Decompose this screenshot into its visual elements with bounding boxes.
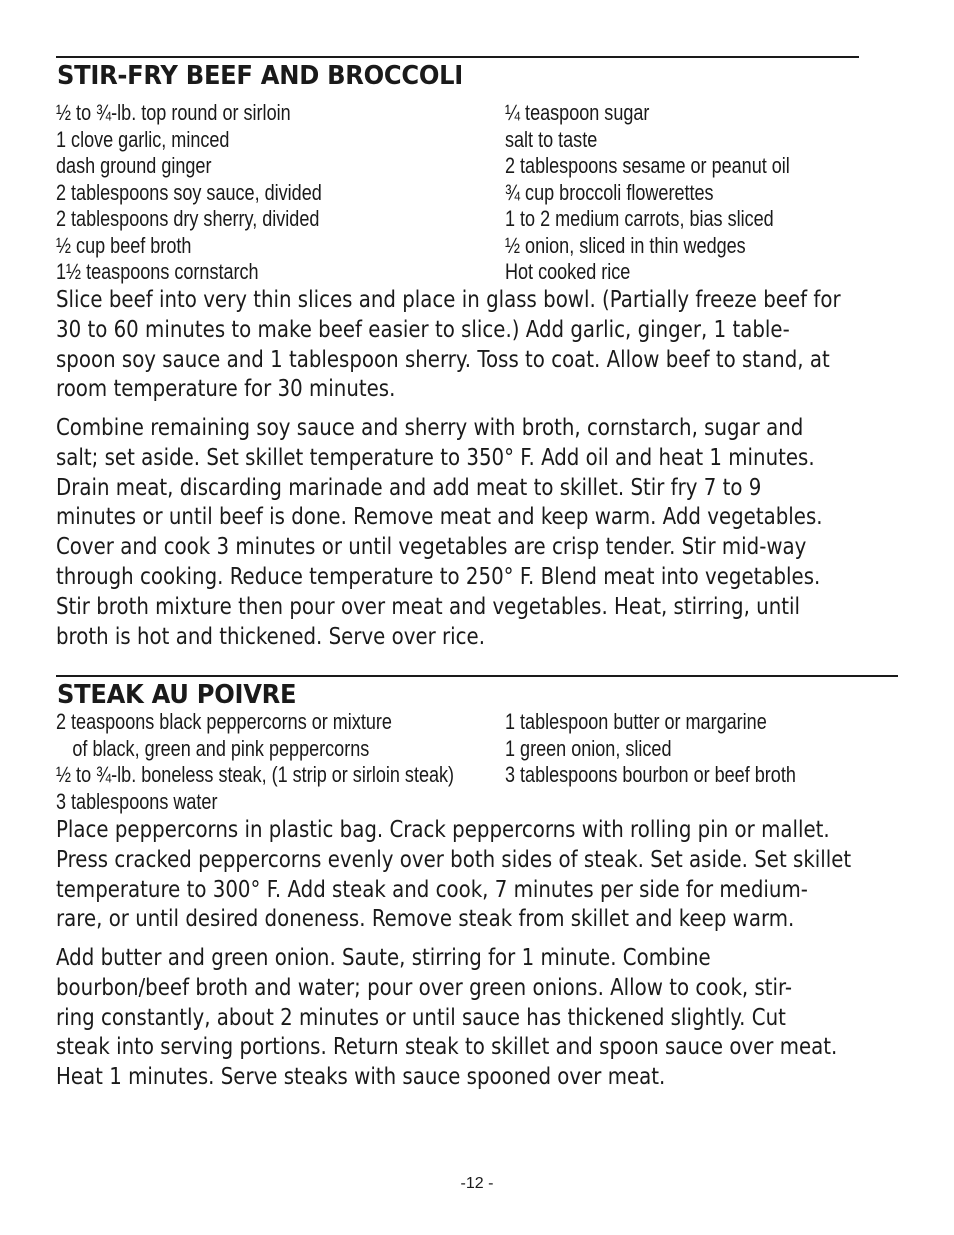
- paragraph-line: spoon soy sauce and 1 tablespoon sherry. Toss to coat. Allow beef to stand, at: [56, 346, 830, 373]
- ingredients-left-column: [56, 709, 541, 815]
- ingredient-item: 1 green onion, sliced: [505, 735, 672, 761]
- paragraph-line: Press cracked peppercorns evenly over both sides of steak. Set aside. Set skillet: [56, 846, 852, 873]
- paragraph-line: steak into serving portions. Return steak to skillet and spoon sauce over meat.: [56, 1034, 838, 1061]
- instructions-paragraph: [56, 944, 954, 1093]
- ingredients-right-column: [505, 709, 860, 789]
- recipe-title-steak-au-poivre: STEAK AU POIVRE: [57, 680, 297, 710]
- instructions-paragraph: [56, 816, 954, 935]
- paragraph-line: Slice beef into very thin slices and place in glass bowl. (Partially freeze beef for: [56, 287, 841, 313]
- ingredient-item: ½ cup beef broth: [56, 232, 192, 258]
- paragraph-line: rare, or until desired doneness. Remove steak from skillet and keep warm.: [56, 906, 795, 933]
- section-divider: [56, 56, 859, 58]
- ingredient-item: 1 tablespoon butter or margarine: [505, 709, 767, 734]
- ingredient-item: ½ to ¾-lb. top round or sirloin: [56, 100, 291, 125]
- ingredient-item: 2 tablespoons dry sherry, divided: [56, 206, 320, 231]
- page-number: -12 -: [460, 1175, 494, 1192]
- ingredients-left-column: [56, 100, 380, 286]
- instructions-paragraph: [56, 414, 954, 652]
- paragraph-line: bourbon/beef broth and water; pour over green onions. Allow to cook, stir-: [56, 974, 793, 1001]
- ingredient-item: 1 clove garlic, minced: [56, 126, 230, 152]
- ingredient-item: ½ to ¾-lb. boneless steak, (1 strip or sirloin steak): [56, 762, 455, 787]
- instructions-paragraph: [56, 286, 954, 405]
- recipe-title-stir-fry: STIR-FRY BEEF AND BROCCOLI: [57, 61, 463, 91]
- paragraph-line: Cover and cook 3 minutes or until vegetables are crisp tender. Stir mid-way: [56, 534, 807, 561]
- paragraph-line: Drain meat, discarding marinade and add meat to skillet. Stir fry 7 to 9: [56, 474, 762, 501]
- ingredient-item-continuation: of black, green and pink peppercorns: [72, 735, 370, 761]
- ingredient-item: 1½ teaspoons cornstarch: [56, 259, 259, 284]
- ingredient-item: ¾ cup broccoli flowerettes: [505, 179, 714, 205]
- ingredient-item: 3 tablespoons bourbon or beef broth: [505, 762, 796, 787]
- paragraph-line: 30 to 60 minutes to make beef easier to slice.) Add garlic, ginger, 1 table-: [56, 316, 790, 343]
- ingredient-item: ½ onion, sliced in thin wedges: [505, 232, 746, 258]
- paragraph-line: Stir broth mixture then pour over meat and vegetables. Heat, stirring, until: [56, 593, 801, 620]
- ingredient-item: Hot cooked rice: [505, 259, 631, 284]
- ingredient-item: dash ground ginger: [56, 153, 212, 178]
- paragraph-line: salt; set aside. Set skillet temperature to 350° F. Add oil and heat 1 minutes.: [56, 444, 815, 471]
- ingredient-item: 2 tablespoons sesame or peanut oil: [505, 153, 790, 178]
- paragraph-line: Heat 1 minutes. Serve steaks with sauce spooned over meat.: [56, 1064, 666, 1091]
- paragraph-line: ring constantly, about 2 minutes or until sauce has thickened slightly. Cut: [56, 1004, 786, 1031]
- ingredients-right-column: [505, 100, 852, 286]
- ingredient-item: salt to taste: [505, 126, 598, 152]
- section-divider: [56, 675, 898, 677]
- ingredient-item: ¼ teaspoon sugar: [505, 100, 650, 125]
- paragraph-line: Combine remaining soy sauce and sherry with broth, cornstarch, sugar and: [56, 415, 804, 441]
- ingredient-item: 1 to 2 medium carrots, bias sliced: [505, 206, 774, 231]
- paragraph-line: broth is hot and thickened. Serve over rice.: [56, 623, 486, 650]
- paragraph-line: temperature to 300° F. Add steak and cook, 7 minutes per side for medium-: [56, 876, 808, 903]
- ingredient-item: 2 tablespoons soy sauce, divided: [56, 179, 322, 205]
- paragraph-line: Add butter and green onion. Saute, stirring for 1 minute. Combine: [56, 945, 711, 971]
- ingredient-item: 3 tablespoons water: [56, 788, 218, 814]
- paragraph-line: through cooking. Reduce temperature to 250° F. Blend meat into vegetables.: [56, 563, 821, 590]
- paragraph-line: minutes or until beef is done. Remove meat and keep warm. Add vegetables.: [56, 504, 823, 531]
- paragraph-line: room temperature for 30 minutes.: [56, 376, 396, 403]
- ingredient-item: 2 teaspoons black peppercorns or mixture: [56, 709, 392, 734]
- paragraph-line: Place peppercorns in plastic bag. Crack peppercorns with rolling pin or mallet.: [56, 817, 830, 843]
